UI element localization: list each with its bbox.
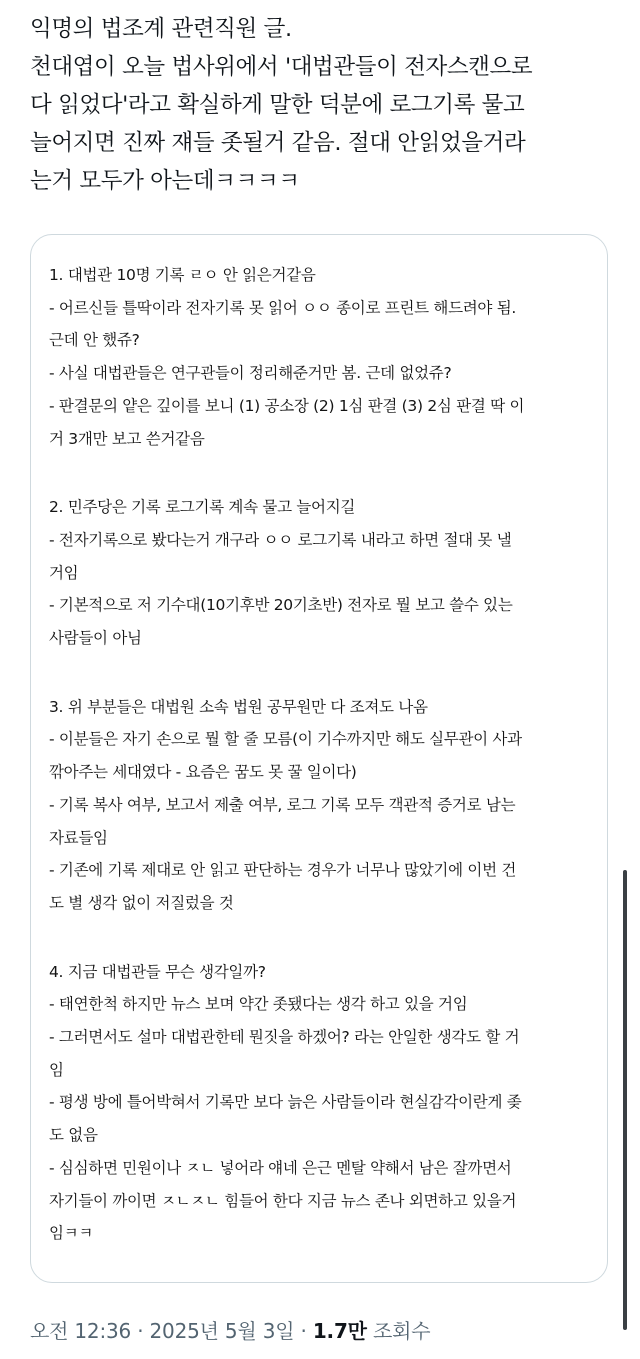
post-date-link[interactable]: 2025년 5월 3일	[149, 1319, 295, 1343]
section-title: 1. 대법관 10명 기록 ㄹㅇ 안 읽은거같음	[49, 266, 316, 284]
views-label: 조회수	[366, 1319, 431, 1343]
section-line: 도 별 생각 없이 저질렀을 것	[49, 893, 234, 912]
tweet-text-line: 늘어지면 진짜 쟤들 좃될거 같음. 절대 안읽었을거라	[30, 130, 526, 156]
section-3	[49, 691, 601, 920]
section-line: - 기본적으로 저 기수대(10기후반 20기초반) 전자로 뭘 보고 쓸수 있는	[49, 596, 513, 615]
section-line: 자료들임	[49, 828, 108, 847]
section-line: 깎아주는 세대였다 - 요즘은 꿈도 못 꿀 일이다)	[49, 763, 357, 782]
section-line: - 심심하면 민원이나 ㅈㄴ 넣어라 얘네 은근 멘탈 약해서 남은 잘까면서	[49, 1158, 512, 1177]
section-title: 3. 위 부분들은 대법원 소속 법원 공무원만 다 조져도 나옴	[49, 697, 428, 716]
views-count: 1.7만	[312, 1319, 367, 1343]
separator-dot: ·	[294, 1319, 313, 1343]
post-time-link[interactable]: 오전 12:36	[30, 1319, 132, 1343]
section-line: - 평생 방에 틀어박혀서 기록만 보다 늙은 사람들이라 현실감각이란게 좆	[49, 1093, 522, 1112]
section-line: 도 없음	[49, 1126, 98, 1145]
section-line: 거 3개만 보고 쓴거같음	[49, 429, 205, 448]
tweet-text	[30, 10, 620, 200]
section-line: - 전자기록으로 봤다는거 개구라 ㅇㅇ 로그기록 내라고 하면 절대 못 낼	[49, 530, 512, 549]
section-line: 근데 안 했쥬?	[49, 331, 140, 350]
tweet-text-line: 는거 모두가 아는데ㅋㅋㅋㅋ	[30, 168, 300, 194]
section-line: - 기존에 기록 제대로 안 읽고 판단하는 경우가 너무나 많았기에 이번 건	[49, 861, 517, 880]
scrollbar-thumb[interactable]	[623, 870, 627, 1330]
section-line: 사람들이 아님	[49, 629, 142, 648]
tweet-metadata	[30, 1313, 430, 1349]
section-1	[49, 259, 601, 455]
section-line: - 판결문의 얕은 깊이를 보니 (1) 공소장 (2) 1심 판결 (3) 2심 판결 딱 이	[49, 396, 525, 415]
scrollbar[interactable]	[622, 870, 629, 1330]
card-content	[49, 259, 601, 1283]
section-line: - 그러면서도 설마 대법관한테 뭔짓을 하겠어? 라는 안일한 생각도 할 거	[49, 1028, 520, 1047]
section-line: - 어르신들 틀딱이라 전자기록 못 읽어 ㅇㅇ 종이로 프린트 해드려야 됨.	[49, 298, 517, 317]
section-title: 4. 지금 대법관들 무슨 생각일까?	[49, 962, 266, 981]
section-title: 2. 민주당은 기록 로그기록 계속 물고 늘어지길	[49, 498, 356, 517]
tweet-text-line: 다 읽었다'라고 확실하게 말한 덕분에 로그기록 물고	[30, 92, 525, 118]
section-line: - 기록 복사 여부, 보고서 제출 여부, 로그 기록 모두 객관적 증거로 남는	[49, 795, 516, 814]
separator-dot: ·	[131, 1319, 150, 1343]
tweet-text-line: 익명의 법조계 관련직원 글.	[30, 16, 292, 42]
attached-text-image[interactable]	[30, 234, 608, 1283]
section-line: 거임	[49, 563, 79, 582]
section-line: 임ㅋㅋ	[49, 1224, 94, 1243]
section-line: - 사실 대법관들은 연구관들이 정리해준거만 봄. 근데 없었쥬?	[49, 364, 452, 383]
section-line: 임	[49, 1060, 64, 1079]
section-line: 자기들이 까이면 ㅈㄴㅈㄴ 힘들어 한다 지금 뉴스 존나 외면하고 있을거	[49, 1191, 517, 1210]
tweet-text-line: 천대엽이 오늘 법사위에서 '대법관들이 전자스캔으로	[30, 54, 533, 80]
section-2	[49, 491, 601, 655]
section-line: - 태연한척 하지만 뉴스 보며 약간 좃됐다는 생각 하고 있을 거임	[49, 995, 468, 1014]
section-line: - 이분들은 자기 손으로 뭘 할 줄 모름(이 기수까지만 해도 실무관이 사과	[49, 730, 522, 749]
section-4	[49, 956, 601, 1250]
